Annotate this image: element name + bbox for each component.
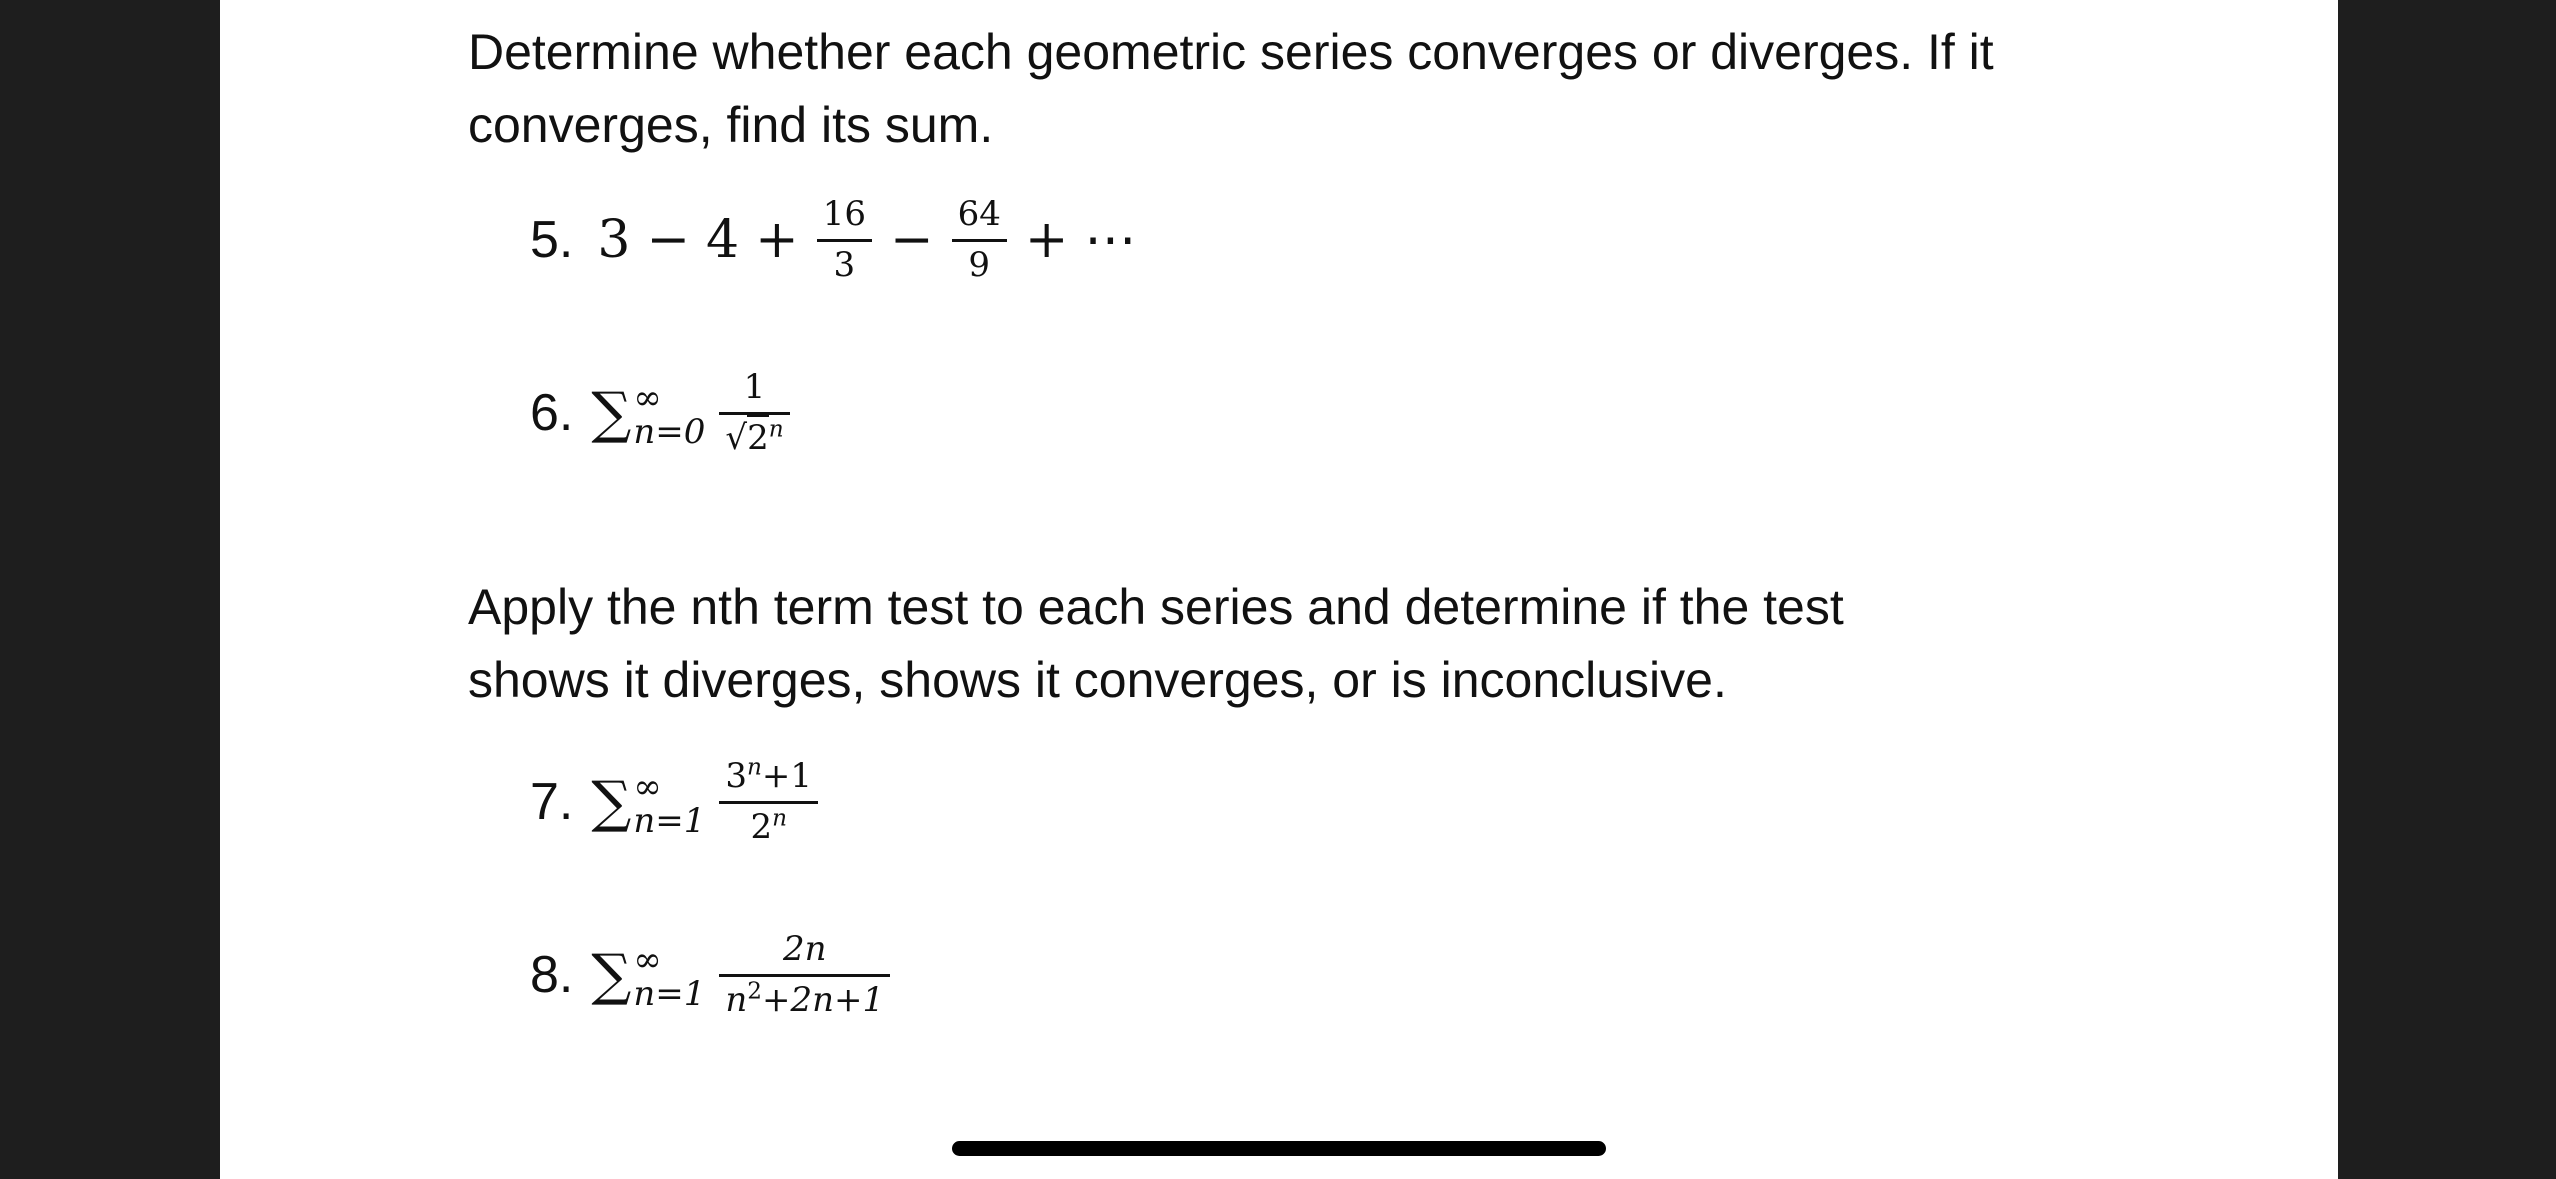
instruction-line: Determine whether each geometric series converges or diverges. If it bbox=[468, 24, 1994, 80]
instructions-geometric bbox=[468, 16, 2368, 162]
denominator-exponent: n bbox=[772, 804, 787, 831]
sigma-symbol: ∑ bbox=[591, 769, 632, 835]
term: 4 bbox=[706, 210, 740, 270]
radicand: 2 bbox=[747, 414, 769, 458]
problem-5 bbox=[530, 175, 1142, 305]
summation-limits bbox=[633, 939, 706, 1014]
lower-limit: n=0 bbox=[633, 412, 706, 452]
fraction-numerator bbox=[719, 754, 818, 800]
operator: + bbox=[755, 210, 799, 270]
sqrt-sign: √ bbox=[725, 417, 748, 458]
fraction-numerator: 16 bbox=[822, 194, 866, 235]
upper-limit: ∞ bbox=[633, 378, 662, 419]
problem-8 bbox=[530, 910, 898, 1040]
fraction-denominator bbox=[744, 804, 793, 847]
fraction bbox=[719, 930, 890, 1019]
numerator-exponent: n bbox=[747, 754, 762, 781]
instruction-line: converges, find its sum. bbox=[468, 97, 994, 153]
problem-number: 7. bbox=[530, 773, 574, 831]
summation-limits bbox=[633, 766, 706, 841]
sigma-symbol: ∑ bbox=[591, 380, 632, 446]
instruction-line: shows it diverges, shows it converges, or is inconclusive. bbox=[468, 652, 1727, 708]
problem-7 bbox=[530, 737, 826, 867]
fraction-denominator bbox=[719, 415, 789, 458]
term: 3 bbox=[597, 210, 631, 270]
denominator-exponent: 2 bbox=[747, 977, 762, 1004]
upper-limit: ∞ bbox=[633, 767, 662, 808]
fraction-denominator: 3 bbox=[833, 244, 856, 285]
problem-number: 6. bbox=[530, 384, 574, 442]
document-page bbox=[220, 0, 2338, 1179]
summation-limits bbox=[633, 377, 706, 452]
problem-number: 5. bbox=[530, 211, 574, 269]
problem-number: 8. bbox=[530, 946, 574, 1004]
numerator-base: 3 bbox=[725, 756, 748, 797]
fraction bbox=[952, 195, 1007, 284]
denominator-base: 2 bbox=[750, 806, 773, 847]
ellipsis: ⋯ bbox=[1084, 210, 1137, 270]
denominator-rest: +2n+1 bbox=[762, 979, 885, 1020]
operator: − bbox=[646, 210, 691, 270]
summation bbox=[591, 766, 706, 841]
operator: − bbox=[889, 210, 934, 270]
sigma-symbol: ∑ bbox=[591, 942, 632, 1008]
denominator-base: n bbox=[725, 979, 748, 1020]
instructions-nth-term bbox=[468, 571, 2368, 717]
lower-limit: n=1 bbox=[633, 801, 706, 841]
fraction-numerator: 1 bbox=[743, 367, 766, 408]
numerator-rest: +1 bbox=[761, 756, 813, 797]
fraction bbox=[719, 754, 818, 847]
problem-6 bbox=[530, 348, 798, 478]
summation bbox=[591, 377, 706, 452]
instruction-line: Apply the nth term test to each series and determine if the test bbox=[468, 579, 1844, 635]
fraction-denominator: 9 bbox=[968, 244, 991, 285]
summation bbox=[591, 939, 706, 1014]
exponent: n bbox=[768, 415, 784, 442]
fraction bbox=[719, 368, 789, 457]
fraction-numerator: 64 bbox=[957, 194, 1001, 235]
lower-limit: n=1 bbox=[633, 974, 706, 1014]
upper-limit: ∞ bbox=[633, 940, 662, 981]
home-indicator[interactable] bbox=[952, 1141, 1606, 1156]
operator: + bbox=[1024, 210, 1069, 270]
fraction bbox=[817, 195, 872, 284]
fraction-numerator: 2n bbox=[783, 929, 827, 970]
fraction-denominator bbox=[719, 977, 890, 1020]
